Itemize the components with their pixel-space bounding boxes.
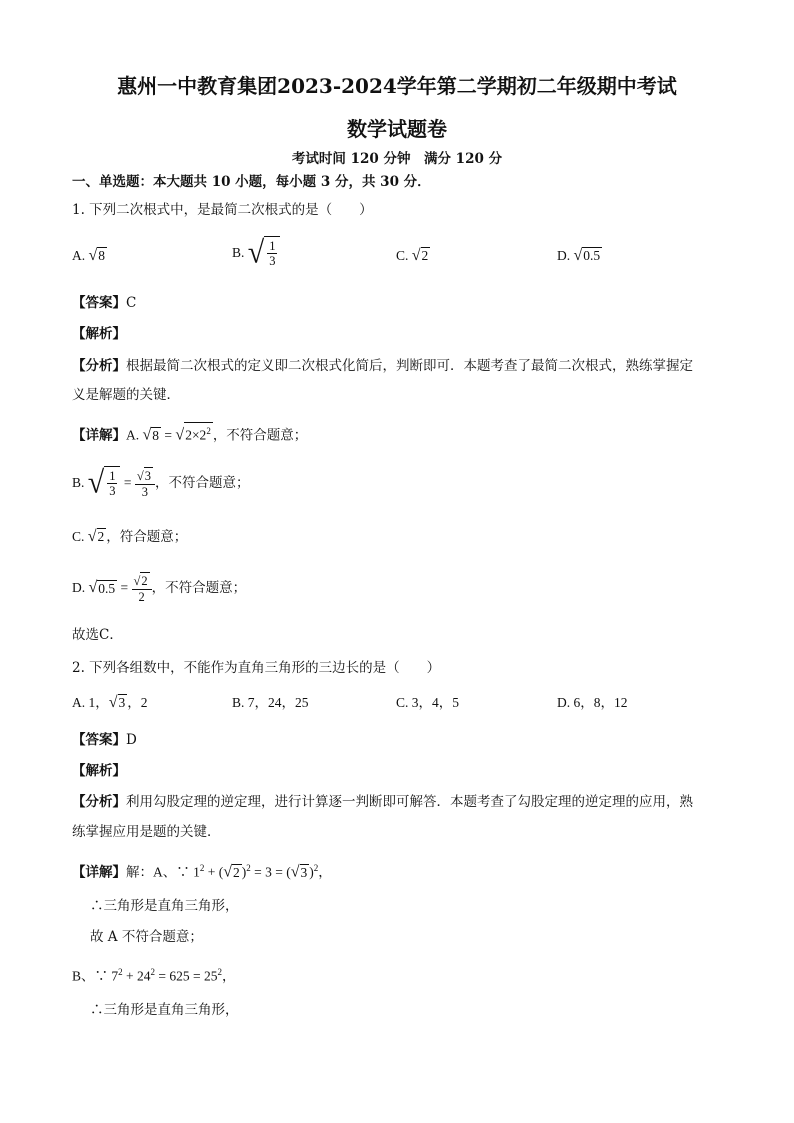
q1-fenxi-line2: 义是解题的关键． bbox=[72, 387, 180, 403]
q2-therefore-1: ∴三角形是直角三角形， bbox=[90, 898, 239, 914]
document-subtitle: 数学试题卷 bbox=[347, 117, 447, 141]
q1-analysis-tag: 【解析】 bbox=[72, 326, 126, 342]
q1-answer: 【答案】C bbox=[72, 295, 137, 311]
q2-option-c: C. 3，4，5 bbox=[396, 695, 460, 710]
q1-detail-c: C. √2 ，符合题意； bbox=[72, 528, 188, 545]
q2-option-a: A. 1，√3 ，2 bbox=[72, 694, 148, 711]
q1-option-d: D. √0.5 bbox=[557, 247, 601, 264]
q1-detail-b: B. √ $\frac{1}{3}$ = $\frac{√3}{3}$ ，不符合题意； bbox=[72, 465, 250, 500]
q2-fenxi-line2: 练掌握应用是题的关键． bbox=[72, 824, 221, 840]
exam-info: 考试时间 120 分钟 满分 120 分 bbox=[291, 151, 503, 167]
q1-option-c: C. √2 bbox=[396, 247, 429, 264]
q1-option-a: A. √8 bbox=[72, 247, 106, 264]
q1-option-b: B. √ $\frac{1}{3}$ bbox=[232, 236, 280, 270]
q2-detail-a: 【详解】解：A、∵ $1^2 + (√2$ )$^2$ = 3 = (√3 )$^2$， bbox=[72, 863, 332, 881]
q2-option-d: D. 6，8，12 bbox=[557, 695, 628, 710]
q2-answer: 【答案】D bbox=[72, 732, 137, 748]
q1-detail-d: D. √0.5 = $\frac{√2}{2}$ ，不符合题意； bbox=[72, 574, 247, 604]
q2-analysis-tag: 【解析】 bbox=[72, 763, 126, 779]
q1-fenxi: 【分析】根据最简二次根式的定义即二次根式化简后，判断即可．本题考查了最简二次根式，熟练掌握定 bbox=[72, 358, 693, 374]
q2-conclusion-a: 故 A 不符合题意； bbox=[90, 929, 203, 945]
question-2-stem: 2. 下列各组数中，不能作为直角三角形的三边长的是（ ） bbox=[72, 660, 441, 676]
question-1-stem: 1. 下列二次根式中，是最简二次根式的是（ ） bbox=[72, 202, 373, 218]
document-title: 惠州一中教育集团2023-2024学年第二学期初二年级期中考试 bbox=[117, 74, 677, 98]
q2-option-b: B. 7，24，25 bbox=[232, 695, 309, 710]
q2-therefore-2: ∴三角形是直角三角形， bbox=[90, 1002, 239, 1018]
section-heading: 一、单选题：本大题共 10 小题，每小题 3 分，共 30 分． bbox=[72, 174, 431, 190]
q1-detail-a: 【详解】A. $√8 = √2\times 2^2$ ，不符合题意； bbox=[72, 422, 307, 446]
q1-conclusion: 故选C． bbox=[72, 627, 123, 643]
q2-fenxi: 【分析】利用勾股定理的逆定理，进行计算逐一判断即可解答．本题考查了勾股定理的逆定理的应用，熟 bbox=[72, 794, 693, 810]
q2-detail-b: B、∵ $7^2 + 24^2 = 625 = 25^2$， bbox=[72, 967, 236, 984]
